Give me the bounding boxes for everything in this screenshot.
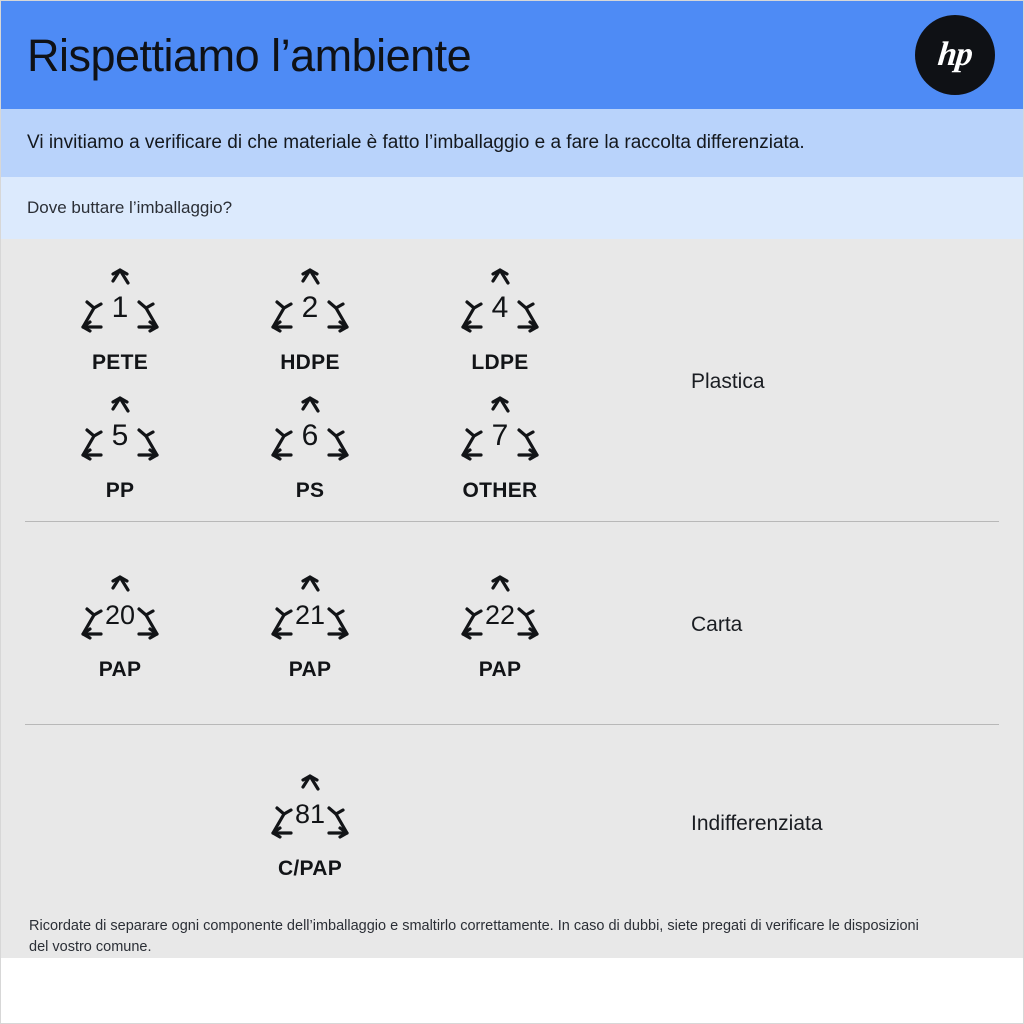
symbol-number: 6 — [301, 419, 319, 452]
symbol-number: 2 — [301, 291, 319, 324]
symbol-label: HDPE — [280, 351, 340, 374]
symbol-row — [25, 767, 691, 881]
symbol-label: PS — [295, 479, 325, 502]
recycling-triangle-icon — [61, 568, 179, 656]
recycling-triangle-icon — [61, 261, 179, 349]
recycle-symbol — [25, 261, 215, 375]
recycle-symbol — [405, 389, 595, 503]
group-plastica-symbols — [1, 261, 691, 503]
recycle-symbol — [25, 568, 215, 682]
hp-logo-icon — [915, 15, 995, 95]
question-band — [1, 177, 1023, 239]
question-text: Dove buttare l’imballaggio? — [27, 198, 233, 217]
footer-note: Ricordate di separare ogni componente dell’imballaggio e smaltirlo correttamente. In caso di dubbi, siete pregati di verificare le disposizioni del vostro comune. — [29, 918, 919, 956]
symbol-number: 22 — [484, 600, 516, 630]
footer — [1, 916, 1023, 958]
recycle-symbol — [215, 568, 405, 682]
recycle-symbol — [215, 261, 405, 375]
hp-logo-text: hp — [936, 36, 974, 73]
group-label-carta: Carta — [691, 613, 743, 636]
group-indifferenziata — [1, 725, 1023, 915]
group-carta — [1, 522, 1023, 724]
group-label-plastica: Plastica — [691, 370, 765, 393]
symbol-number: 1 — [111, 291, 129, 324]
symbol-number: 4 — [491, 291, 509, 324]
group-plastica — [1, 239, 1023, 521]
recycle-symbol — [215, 767, 405, 881]
recycle-symbol — [405, 568, 595, 682]
symbol-number: 21 — [294, 600, 326, 630]
symbols-area — [1, 239, 1023, 956]
intro-text: Vi invitiamo a verificare di che materiale è fatto l’imballaggio e a fare la raccolta differenziata. — [27, 132, 805, 153]
group-label-indifferenziata: Indifferenziata — [691, 812, 823, 835]
symbol-number: 5 — [111, 419, 129, 452]
symbol-row — [25, 261, 691, 375]
header — [1, 1, 1023, 109]
symbol-label: C/PAP — [277, 857, 343, 880]
recycle-symbol — [405, 261, 595, 375]
group-carta-symbols — [1, 568, 691, 682]
recycling-triangle-icon — [251, 261, 369, 349]
symbol-label: PP — [105, 479, 135, 502]
recycling-triangle-icon — [441, 568, 559, 656]
symbol-row — [25, 568, 691, 682]
symbol-row — [25, 389, 691, 503]
recycling-triangle-icon — [441, 261, 559, 349]
recycle-symbol — [215, 389, 405, 503]
recycle-symbol — [25, 389, 215, 503]
symbol-label: PAP — [288, 658, 332, 681]
recycling-triangle-icon — [251, 767, 369, 855]
symbol-number: 7 — [491, 419, 509, 452]
recycling-triangle-icon — [441, 389, 559, 477]
symbol-label: PETE — [91, 351, 149, 374]
symbol-label: OTHER — [462, 479, 538, 502]
recycling-triangle-icon — [61, 389, 179, 477]
page-title: Rispettiamo l’ambiente — [27, 29, 472, 81]
symbol-label: PAP — [98, 658, 142, 681]
group-indifferenziata-symbols — [1, 767, 691, 881]
symbol-label: LDPE — [471, 351, 529, 374]
symbol-number: 81 — [294, 799, 326, 829]
intro-band — [1, 109, 1023, 177]
symbol-label: PAP — [478, 658, 522, 681]
recycling-triangle-icon — [251, 389, 369, 477]
recycling-triangle-icon — [251, 568, 369, 656]
symbol-number: 20 — [104, 600, 136, 630]
